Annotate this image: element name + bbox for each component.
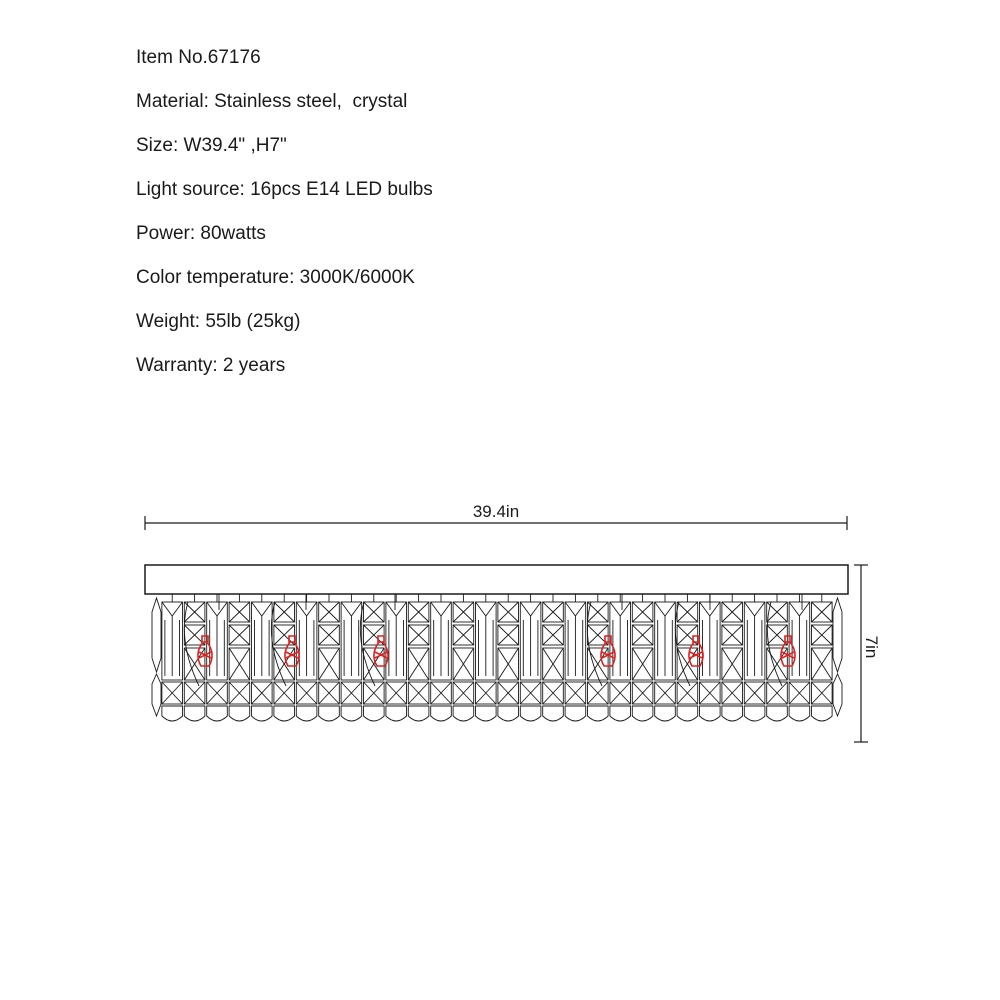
crystal-column: [386, 594, 407, 721]
spec-light-source: Light source: 16pcs E14 LED bulbs: [136, 179, 433, 200]
crystal-body: [152, 594, 842, 721]
height-label: 7in: [862, 635, 881, 659]
crystal-column: [587, 594, 608, 721]
spec-list: [136, 46, 433, 398]
spec-warranty: Warranty: 2 years: [136, 355, 286, 376]
crystal-column: [162, 594, 183, 721]
crystal-column: [274, 594, 295, 721]
crystal-column: [722, 594, 743, 721]
crystal-column: [543, 594, 564, 721]
crystal-column: [632, 594, 653, 721]
crystal-column: [229, 594, 250, 721]
crystal-column: [251, 594, 272, 721]
crystal-column: [184, 594, 205, 721]
crystal-column: [408, 594, 429, 721]
width-label: 39.4in: [472, 502, 520, 521]
left-end-crystal: [152, 598, 161, 716]
chandelier-drawing: [0, 490, 1000, 760]
spec-color-temperature: Color temperature: 3000K/6000K: [136, 267, 415, 288]
crystal-column: [565, 594, 586, 721]
spec-size: Size: W39.4" ,H7": [136, 135, 287, 156]
spec-power: Power: 80watts: [136, 223, 266, 244]
crystal-column: [498, 594, 519, 721]
spec-item-number: Item No.67176: [136, 47, 261, 68]
right-end-crystal: [833, 598, 842, 716]
canopy-plate: [145, 565, 848, 594]
bulb-icon: [285, 636, 299, 666]
crystal-column: [677, 594, 698, 721]
crystal-column: [655, 594, 676, 721]
crystal-column: [520, 594, 541, 721]
spec-material: Material: Stainless steel, crystal: [136, 91, 408, 112]
crystal-column: [453, 594, 474, 721]
crystal-column: [744, 594, 765, 721]
spec-weight: Weight: 55lb (25kg): [136, 311, 301, 332]
crystal-column: [475, 594, 496, 721]
crystal-column: [811, 594, 832, 721]
crystal-column: [319, 594, 340, 721]
crystal-column: [341, 594, 362, 721]
crystal-column: [431, 594, 452, 721]
